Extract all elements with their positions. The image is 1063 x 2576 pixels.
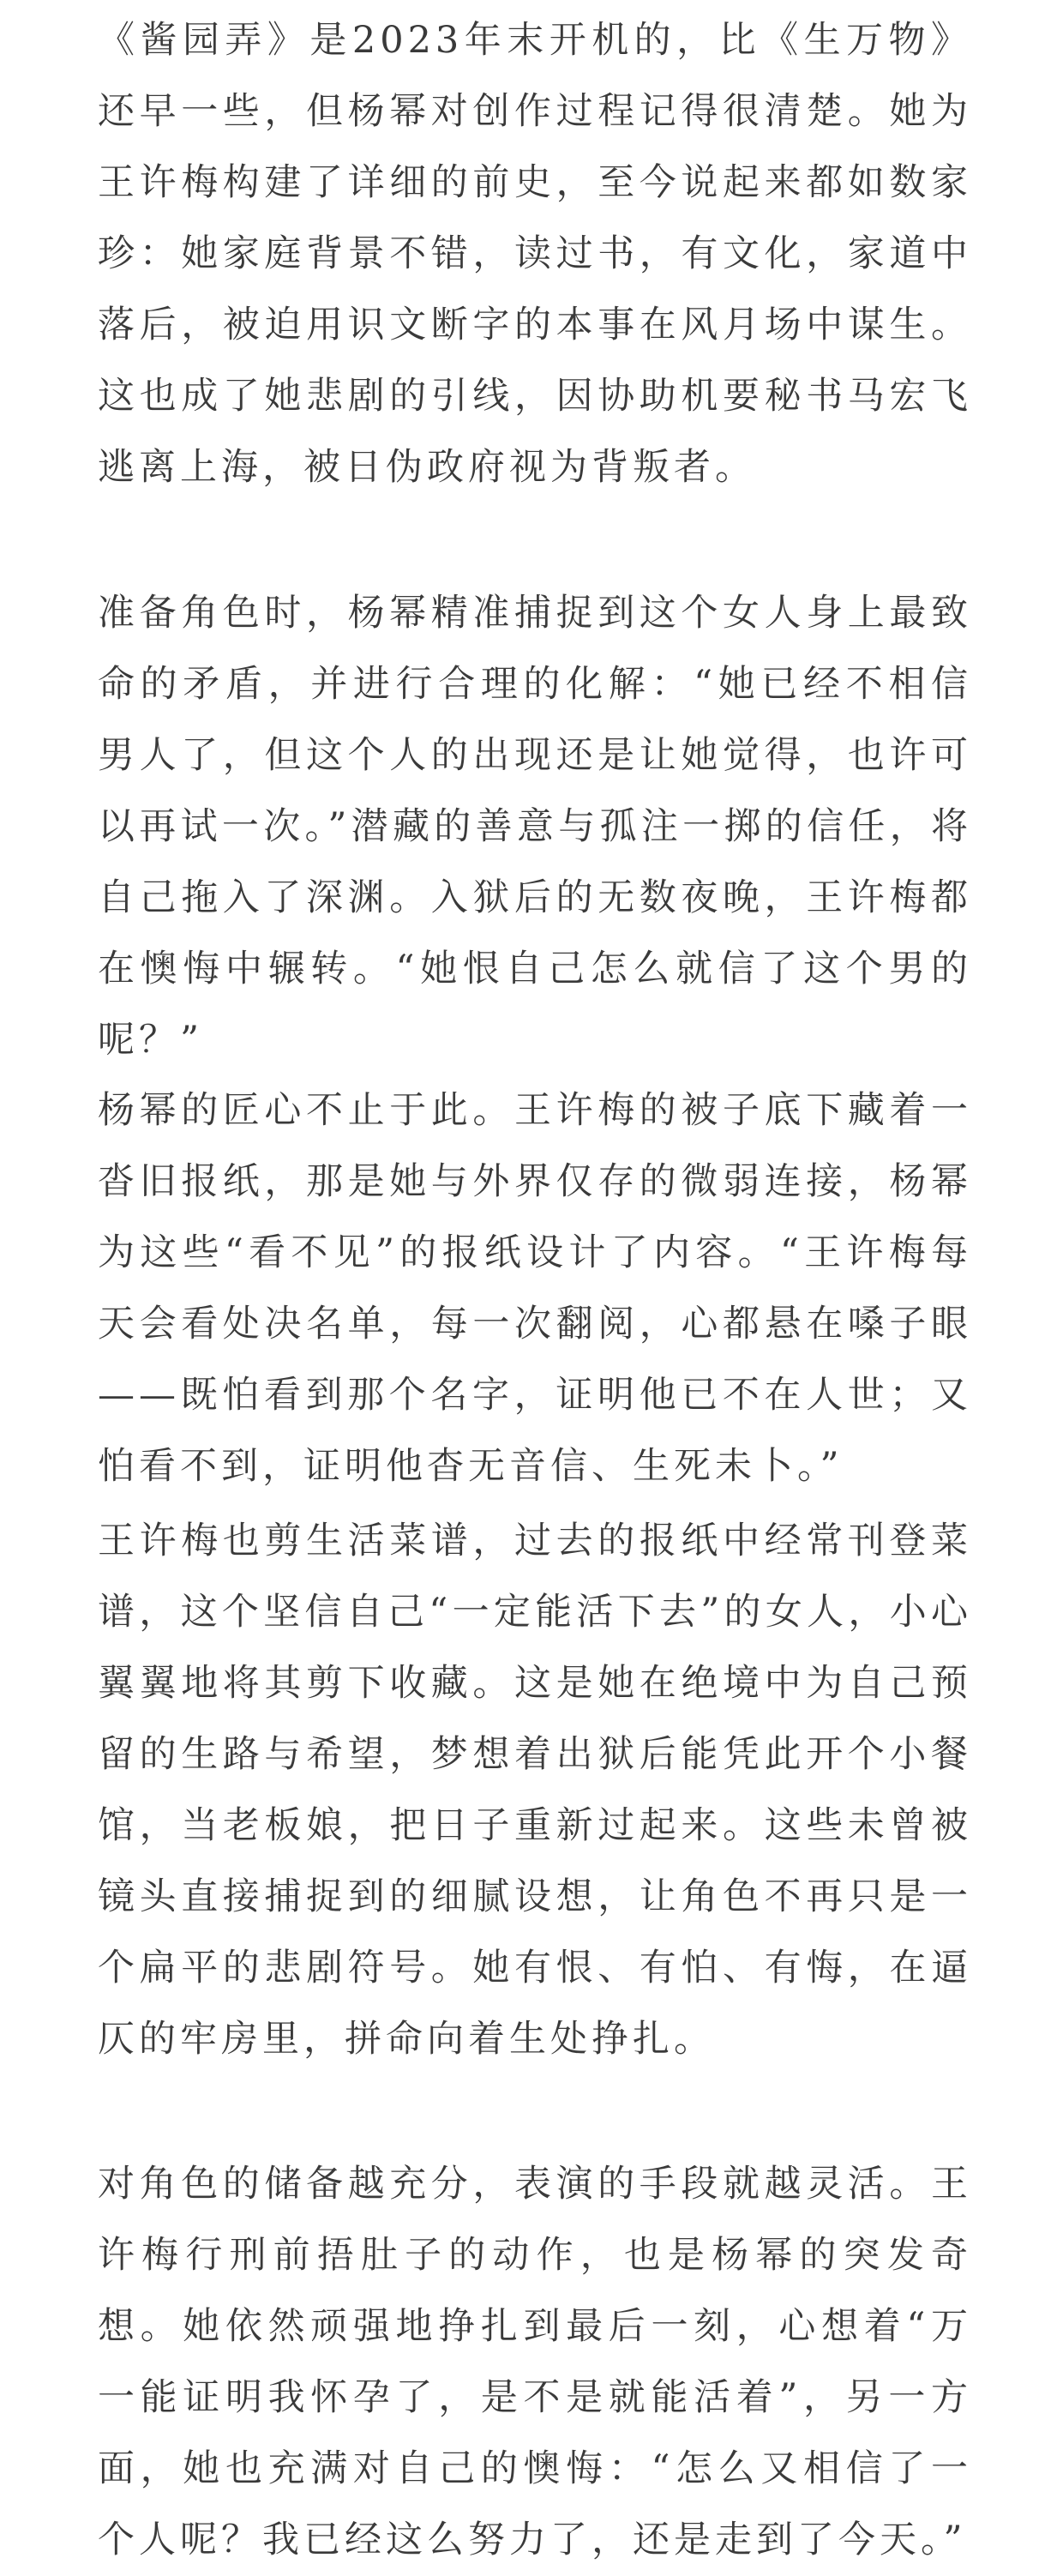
paragraph-3: 杨幂的匠心不止于此。王许梅的被子底下藏着一沓旧报纸，那是她与外界仅存的微弱连接，杨幂为这些“看不见”的报纸设计了内容。“王许梅每天会看处决名单，每一次翻阅，心都悬在嗓子眼——既怕看到那个名字，证明他已不在人世；又怕看不到，证明他杳无音信、生死未卜。” [98, 1089, 972, 1488]
paragraph-1: 《酱园弄》是2023年末开机的，比《生万物》还早一些，但杨幂对创作过程记得很清楚。她为王许梅构建了详细的前史，至今说起来都如数家珍：她家庭背景不错，读过书，有文化，家道中落后，被迫用识文断字的本事在风月场中谋生。这也成了她悲剧的引线，因协助机要秘书马宏飞逃离上海，被日伪政府视为背叛者。 [98, 19, 972, 489]
paragraph-2: 准备角色时，杨幂精准捕捉到这个女人身上最致命的矛盾，并进行合理的化解：“她已经不相信男人了，但这个人的出现还是让她觉得，也许可以再试一次。”潜藏的善意与孤注一掷的信任，将自己拖入了深渊。入狱后的无数夜晚，王许梅都在懊悔中辗转。“她恨自己怎么就信了这个男的呢？” [98, 592, 972, 1062]
paragraph-4: 王许梅也剪生活菜谱，过去的报纸中经常刊登菜谱，这个坚信自己“一定能活下去”的女人，小心翼翼地将其剪下收藏。这是她在绝境中为自己预留的生路与希望，梦想着出狱后能凭此开个小餐馆，当老板娘，把日子重新过起来。这些未曾被镜头直接捕捉到的细腻设想，让角色不再只是一个扁平的悲剧符号。她有恨、有怕、有悔，在逼仄的牢房里，拼命向着生处挣扎。 [98, 1520, 972, 2061]
paragraph-5: 对角色的储备越充分，表演的手段就越灵活。王许梅行刑前捂肚子的动作，也是杨幂的突发奇想。她依然顽强地挣扎到最后一刻，心想着“万一能证明我怀孕了，是不是就能活着”，另一方面，她也充满对自己的懊悔：“怎么又相信了一个人呢？我已经这么努力了，还是走到了今天。” [98, 2163, 972, 2561]
